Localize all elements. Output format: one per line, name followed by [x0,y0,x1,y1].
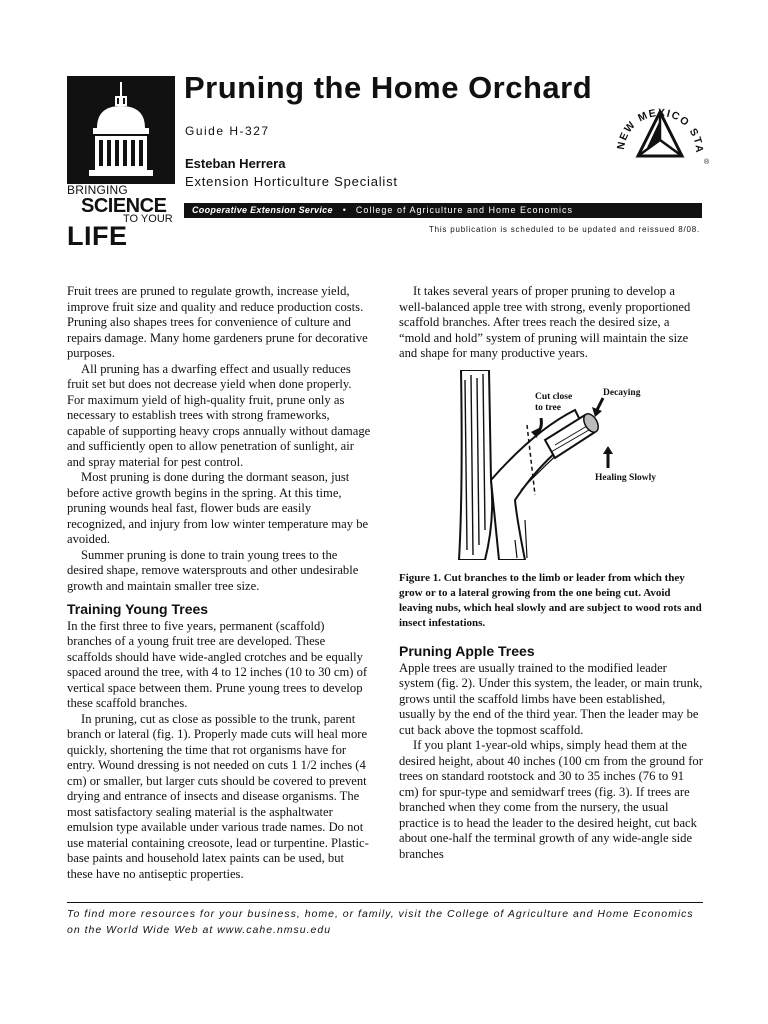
author-title: Extension Horticulture Specialist [185,174,398,189]
nmsu-seal-logo [612,92,712,184]
bringing-science-logo [67,76,175,251]
logo-text-life: LIFE [67,221,128,251]
college-name: College of Agriculture and Home Economics [355,205,574,215]
paragraph: All pruning has a dwarfing effect and usually reduces fruit set but does not decrease yield when done properly. For maximum yield of high-quality fruit, prune only as necessary to establish trees with strong frameworks, capable of supporting heavy crops annually without damage and sufficiently open to allow penetration of sunlight, air and spray material for pest control. [67,361,371,469]
section-heading-pruning-apple-trees: Pruning Apple Trees [399,643,535,659]
guide-number: Guide H-327 [185,124,270,138]
arrow-icon [603,446,613,468]
paragraph: Summer pruning is done to train young trees to the desired shape, remove watersprouts and other undesirable growth and maintain smaller tree size. [67,547,359,593]
right-column-bottom [399,643,703,862]
service-name: Cooperative Extension Service [192,205,333,215]
footer-divider [67,902,703,903]
paragraph: In pruning, cut as close as possible to the trunk, parent branch or lateral (fig. 1). Properly made cuts will heal more quickly, shortening the time that rot organisms have for entry. Wound dressing is not needed on cuts 1 1/2 inches (4 cm) or smaller, but larger cuts should be covered to prevent drying and entrance of insects and disease organisms. The most satisfactory sealing material is the asphaltwater emulsion type available under various trade names. Do not use material containing creosote, lead or turpentine. Plastic-base paints and household latex paints can be used, but these have no antiseptic properties. [67,711,369,881]
footer-resources-text: To find more resources for your business, home, or family, visit the College of Agriculture and Home Economics on the World Wide Web at www.cahe.nmsu.edu [67,908,694,936]
right-column-top [399,284,703,362]
bullet-separator: • [342,205,346,215]
extension-service-bar [184,203,702,218]
label-cut-close: Cut close [535,392,573,402]
logo-text-bringing: BRINGING [67,183,128,197]
figure-caption: Figure 1. Cut branches to the limb or leader from which they grow or to a lateral growing from the one being cut. Avoid leaving nubs, which heal slowly and are subject to wood rots and insect infestations. [399,572,702,629]
left-column [67,284,371,882]
svg-text:NEW MEXICO STATE UNIVERSITY [612,92,705,154]
paragraph: Apple trees are usually trained to the modified leader system (fig. 2). Under this system, the leader, or main trunk, grows until the scaffold limbs have been established, usually by the end of the third year. Then the leader may be cut back above the topmost scaffold. [399,660,703,737]
author-name: Esteban Herrera [185,156,286,171]
paragraph: In the first three to five years, permanent (scaffold) branches of a young fruit tree are developed. These scaffolds should have wide-angled crotches and be equally spaced around the tree, with 4 to 12 inches (10 to 30 cm) of vertical space between them. Prune young trees to develop these scaffold branches. [67,618,368,710]
figure-pruning-cut-illustration [455,370,675,560]
seal-ring-text: NEW MEXICO STA [614,106,706,154]
registered-mark: ® [704,159,710,166]
capitol-dome-icon [67,76,175,184]
update-note: This publication is scheduled to be updated and reissued 8/08. [428,225,700,234]
document-title: Pruning the Home Orchard [184,70,593,105]
logo-text-to-your: TO YOUR [123,213,173,225]
paragraph: If you plant 1-year-old whips, simply head them at the desired height, about 40 inches (100 cm from the ground for trees on standard rootstock and 30 to 35 inches (76 to 91 cm) for spur-type and semidwarf trees (fig. 3). If trees are branched when they come from the nursery, the usual practice is to head the leader to the desired height, cut back about one-half the terminal growth of any wide-angle side branches [399,738,703,861]
label-healing-slowly: Healing Slowly [595,473,656,483]
paragraph: Most pruning is done during the dormant season, just before active growth begins in the spring. At this time, pruning wounds heal fast, flower buds are easily recognized, and injury from low winter temperature may be avoided. [67,470,369,546]
arrow-icon [592,398,603,417]
label-to-tree: to tree [535,403,561,413]
label-decaying: Decaying [603,388,641,398]
paragraph: It takes several years of proper pruning to develop a well-balanced apple tree with strong, evenly proportioned scaffold branches. After trees reach the desired size, a “mold and hold” system of pruning will maintain the size and shape for many productive years. [399,284,691,360]
paragraph: Fruit trees are pruned to regulate growth, increase yield, improve fruit size and quality and reduce production costs. Pruning also shapes trees for convenience of culture and repairs damage. Many home gardeners prune for decorative purposes. [67,284,368,360]
logo-text-science: SCIENCE [81,195,167,217]
section-heading-training-young-trees: Training Young Trees [67,601,209,617]
